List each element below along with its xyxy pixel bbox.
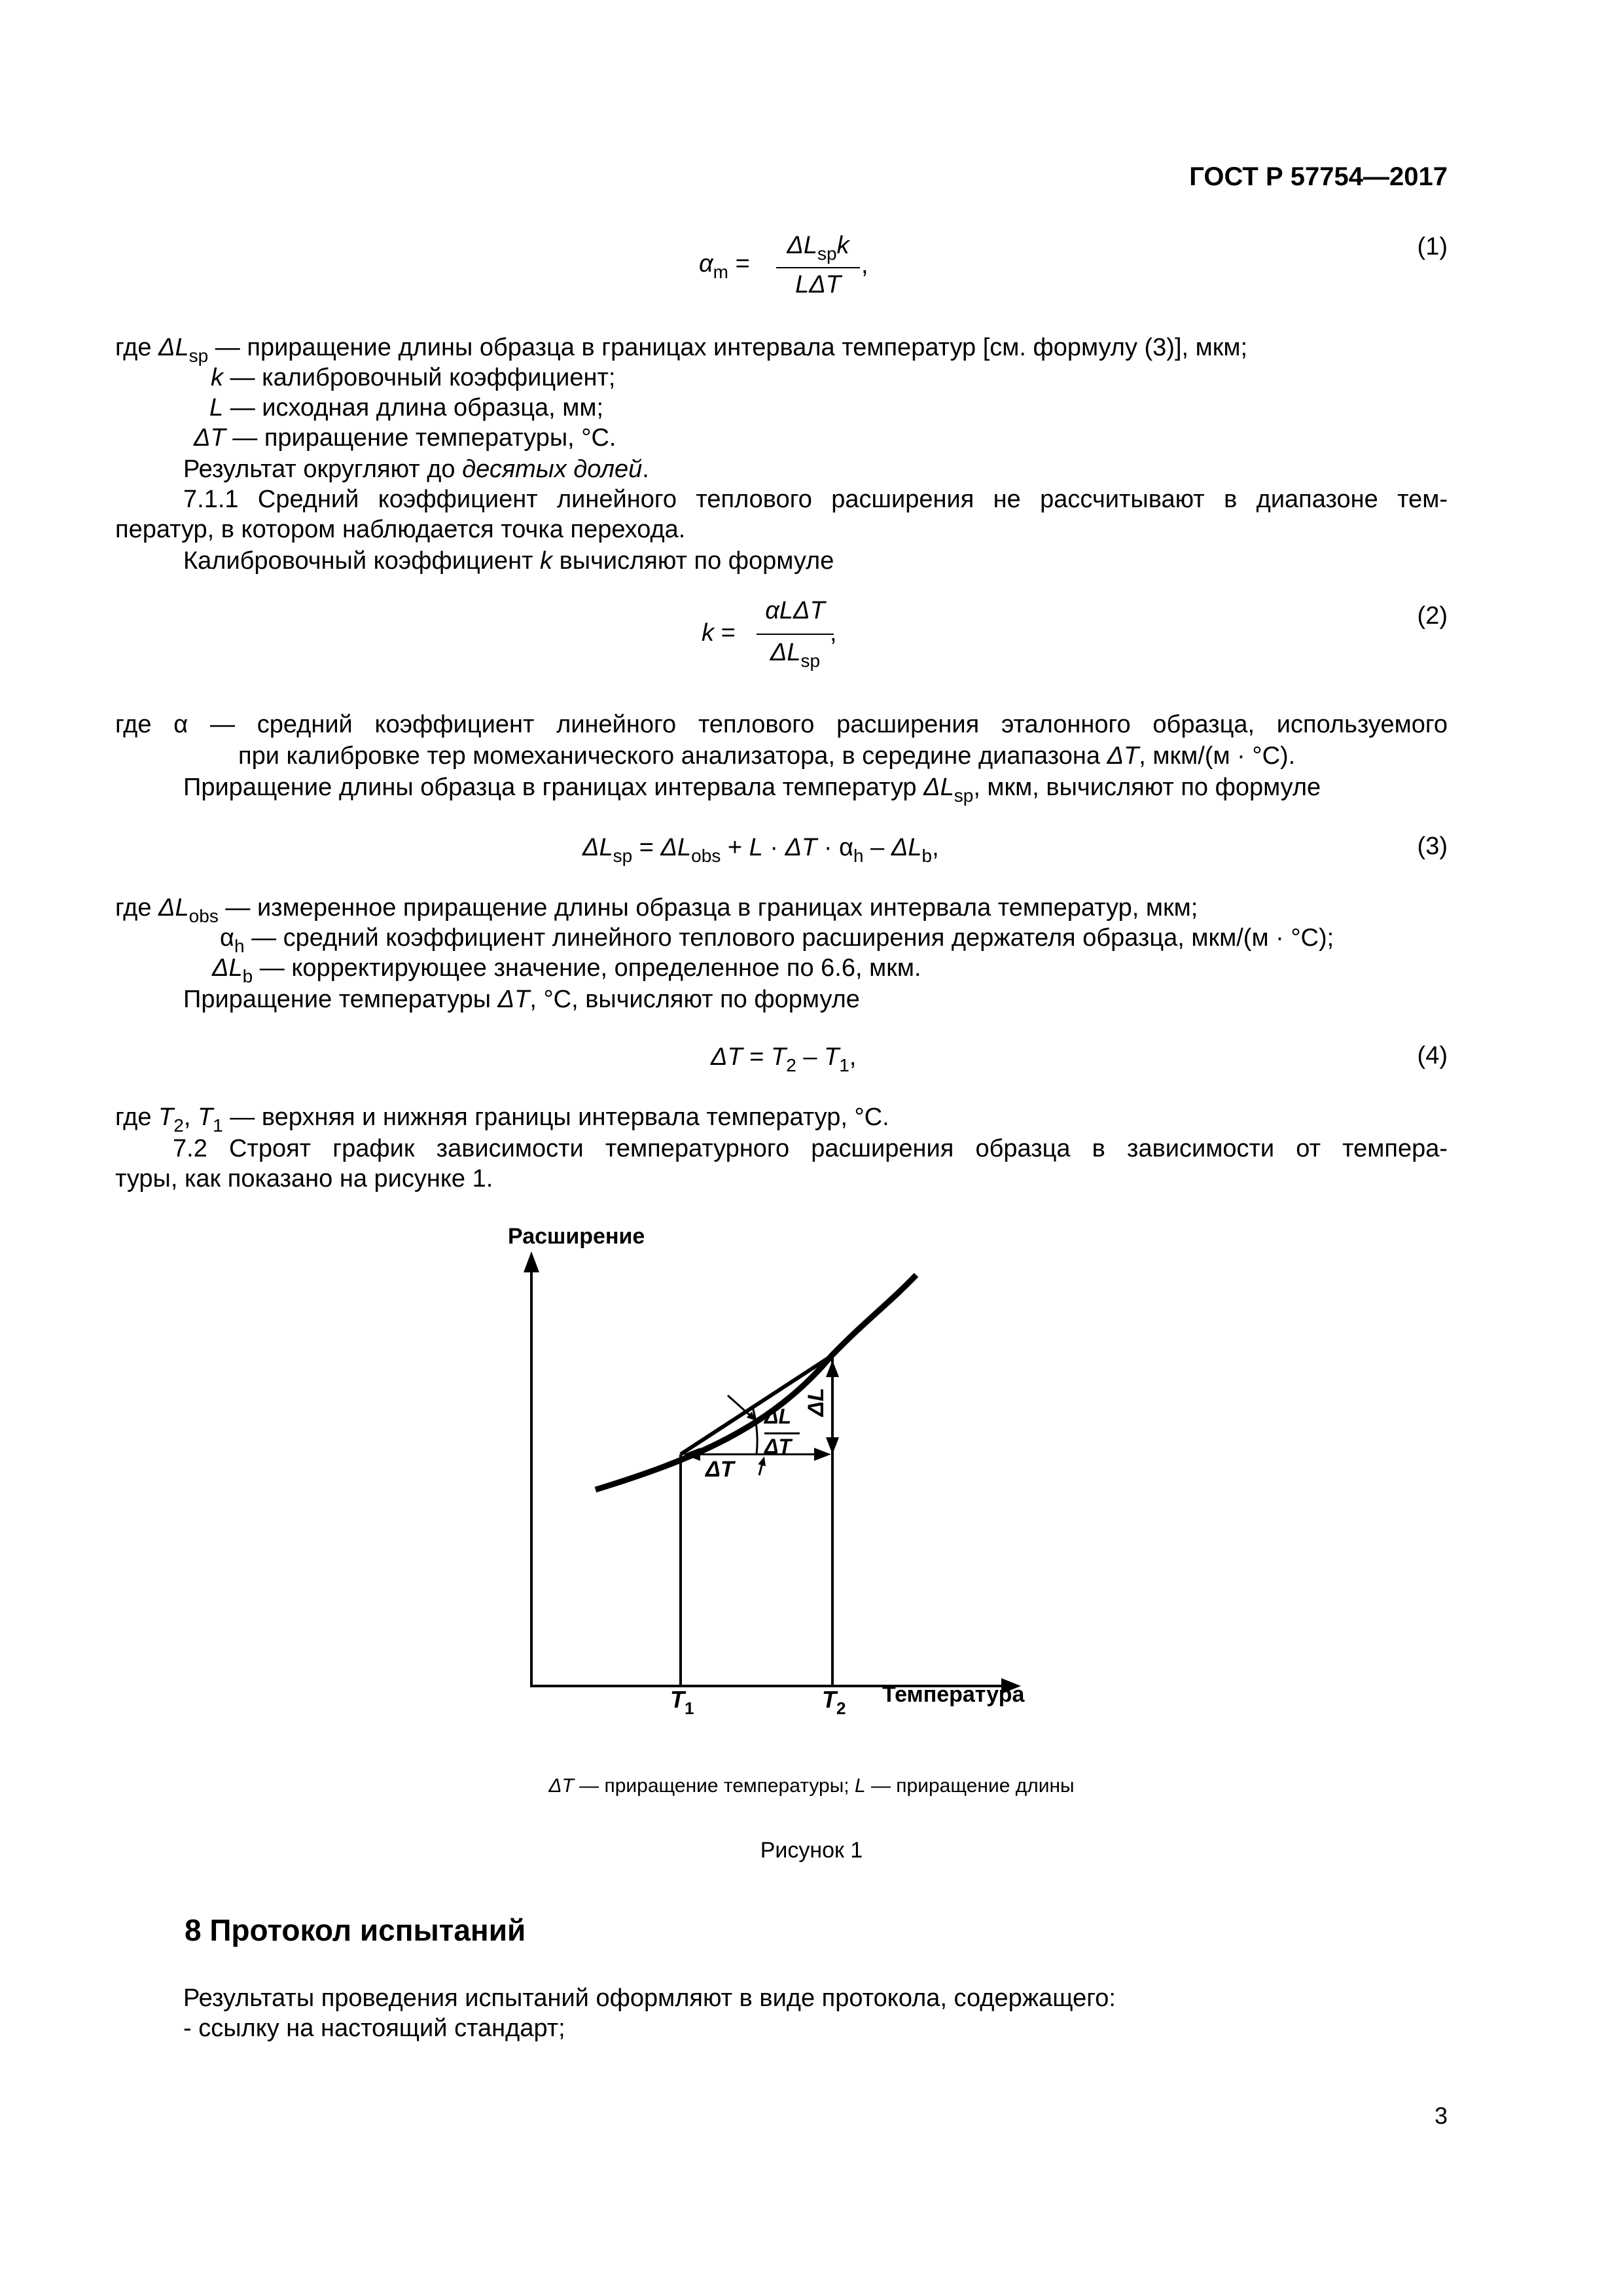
- equation-number: (1): [1417, 233, 1448, 260]
- formula-1-denominator: LΔT: [795, 271, 841, 298]
- equation-number: (3): [1417, 833, 1448, 860]
- expansion-curve: [596, 1275, 916, 1490]
- where-3-row-1: где $\Delta L_{obs}$ — измеренное приращение длины образца в границах интервала температур, мкм;: [115, 894, 1198, 926]
- angle-arc: [753, 1407, 757, 1454]
- where-1-row-2: k — калибровочный коэффициент;: [211, 364, 616, 391]
- where-2-row-1: где α — средний коэффициент линейного теплового расширения эталонного образца, используемого: [115, 711, 1448, 738]
- paragraph-7-2-line-2: туры, как показано на рисунке 1.: [115, 1165, 493, 1193]
- delta-t-pointer: [759, 1461, 763, 1475]
- delta-l-label: ΔL: [804, 1388, 829, 1416]
- where-2-row-2: при калибровке тер момеханического анализатора, в середине диапазона ΔT, мкм/(м · °С).: [238, 742, 1296, 770]
- page-number: 3: [1434, 2102, 1448, 2129]
- figure-caption: ΔT — приращение температуры; L — приращение длины: [548, 1775, 1075, 1797]
- formula-2-numerator: αLΔT: [765, 597, 825, 624]
- increment-intro: Приращение длины образца в границах интервала температур $\Delta L_{sp}$, мкм, вычисляют по формуле: [183, 774, 1321, 806]
- arrowhead-right: [814, 1448, 831, 1461]
- slope-numerator: ΔL: [764, 1405, 792, 1428]
- where-4: где $T_2$, $T_1$ — верхняя и нижняя границы интервала температур, °С.: [115, 1103, 889, 1136]
- y-axis-arrow: [524, 1251, 539, 1272]
- figure-title: Рисунок 1: [760, 1838, 863, 1863]
- where-3-row-3: $\Delta L_b$ — корректирующее значение, определенное по 6.6, мкм.: [212, 954, 921, 986]
- equation-number: (2): [1417, 602, 1448, 630]
- section-heading: 8 Протокол испытаний: [185, 1913, 526, 1947]
- arrowhead-down: [826, 1437, 839, 1454]
- paragraph-7-1-1-line-2: ператур, в котором наблюдается точка перехода.: [115, 516, 686, 543]
- formula-1-numerator: $\Delta L_{sp}k$: [787, 232, 849, 264]
- rounding-note: Результат округляют до десятых долей.: [183, 456, 649, 483]
- section-8-intro: Результаты проведения испытаний оформляют в виде протокола, содержащего:: [183, 1984, 1116, 2012]
- delta-t-label: ΔT: [705, 1457, 734, 1482]
- where-1-row-4: ΔT — приращение температуры, °С.: [194, 424, 616, 452]
- t2-label: $T_2$: [822, 1686, 846, 1718]
- y-axis-label: Расширение: [508, 1224, 645, 1249]
- t1-label: $T_1$: [670, 1686, 694, 1718]
- calibration-intro: Калибровочный коэффициент k вычисляют по формуле: [183, 547, 834, 575]
- temperature-intro: Приращение температуры ΔT, °С, вычисляют по формуле: [183, 986, 860, 1013]
- paragraph-7-2-line-1: 7.2 Строят график зависимости температурного расширения образца в зависимости от темпера-: [173, 1135, 1448, 1162]
- x-axis-label: Температура: [882, 1682, 1025, 1707]
- paragraph-7-1-1-line-1: 7.1.1 Средний коэффициент линейного теплового расширения не рассчитывают в диапазоне тем-: [183, 486, 1448, 513]
- formula-1-lhs: α: [699, 250, 713, 278]
- equation-number: (4): [1417, 1042, 1448, 1069]
- formula-2-denominator: $\Delta L_{sp}$: [770, 639, 821, 671]
- document-header: ГОСТ Р 57754—2017: [1189, 162, 1448, 191]
- where-1-row-1: где $\Delta L_{sp}$ — приращение длины образца в границах интервала температур [см. формулу (3)], мкм;: [115, 334, 1248, 366]
- where-3-row-2: $\alpha_h$ — средний коэффициент линейного теплового расширения держателя образца, мкм/(м · °С);: [220, 924, 1334, 956]
- where-1-row-3: L — исходная длина образца, мм;: [209, 394, 604, 422]
- list-item: - ссылку на настоящий стандарт;: [183, 2015, 565, 2042]
- slope-denominator: ΔT: [764, 1435, 792, 1458]
